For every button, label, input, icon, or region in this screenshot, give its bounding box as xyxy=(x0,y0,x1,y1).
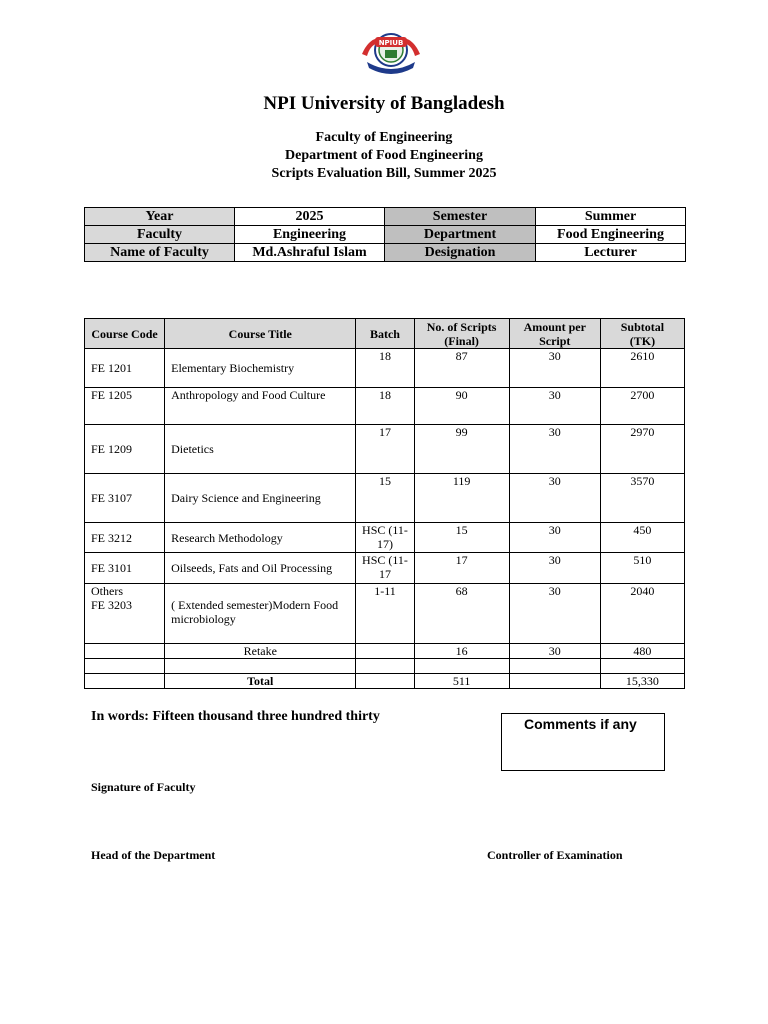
retake-code xyxy=(85,644,165,659)
comments-box xyxy=(501,713,665,771)
info-label-department: Department xyxy=(385,226,536,244)
course-amount: 30 xyxy=(509,523,600,553)
info-row-faculty xyxy=(85,226,686,244)
course-subtotal: 510 xyxy=(600,553,684,584)
retake-subtotal: 480 xyxy=(600,644,684,659)
course-amount: 30 xyxy=(509,553,600,584)
course-code: FE 1201 xyxy=(85,349,165,388)
total-label: Total xyxy=(165,674,356,689)
bill-header-row xyxy=(85,319,685,349)
info-value-faculty: Engineering xyxy=(235,226,385,244)
total-scripts: 511 xyxy=(414,674,509,689)
head-of-department: Head of the Department xyxy=(91,848,216,862)
amount-in-words: In words: Fifteen thousand three hundred thirty xyxy=(91,709,380,724)
course-batch: 17 xyxy=(356,425,414,474)
course-batch: 18 xyxy=(356,388,414,425)
retake-scripts: 16 xyxy=(414,644,509,659)
table-row xyxy=(85,474,685,523)
retake-row xyxy=(85,644,685,659)
faculty-line: Faculty of Engineering xyxy=(315,130,453,145)
course-title: Dairy Science and Engineering xyxy=(165,474,356,523)
course-batch: HSC (11-17 xyxy=(356,553,414,584)
course-title: Research Methodology xyxy=(165,523,356,553)
table-row xyxy=(85,584,685,644)
info-value-semester: Summer xyxy=(536,208,686,226)
retake-batch xyxy=(356,644,414,659)
info-value-department: Food Engineering xyxy=(536,226,686,244)
controller-of-examination: Controller of Examination xyxy=(487,848,623,862)
info-label-designation: Designation xyxy=(385,244,536,262)
info-label-faculty: Faculty xyxy=(85,226,235,244)
info-value-designation: Lecturer xyxy=(536,244,686,262)
course-code: FE 3107 xyxy=(85,474,165,523)
course-amount: 30 xyxy=(509,349,600,388)
course-code-line1: Others xyxy=(91,584,123,598)
header-scripts: No. of Scripts (Final) xyxy=(414,319,509,349)
info-label-name: Name of Faculty xyxy=(85,244,235,262)
course-scripts: 90 xyxy=(414,388,509,425)
department-line: Department of Food Engineering xyxy=(285,148,483,163)
retake-amount: 30 xyxy=(509,644,600,659)
course-subtotal: 2610 xyxy=(600,349,684,388)
course-batch: 18 xyxy=(356,349,414,388)
info-row-year xyxy=(85,208,686,226)
header-subtotal: Subtotal (TK) xyxy=(600,319,684,349)
bill-title: Scripts Evaluation Bill, Summer 2025 xyxy=(271,166,497,181)
course-scripts: 87 xyxy=(414,349,509,388)
course-code: FE 1205 xyxy=(85,388,165,425)
logo-text: NPIUB xyxy=(378,39,404,47)
course-title-text: ( Extended semester)Modern Food microbiology xyxy=(171,598,339,626)
course-amount: 30 xyxy=(509,425,600,474)
comments-label: Comments if any xyxy=(524,716,637,732)
table-row xyxy=(85,349,685,388)
header-course-title: Course Title xyxy=(165,319,356,349)
course-code-line2: FE 3203 xyxy=(91,598,133,612)
course-title: Elementary Biochemistry xyxy=(165,349,356,388)
info-label-semester: Semester xyxy=(385,208,536,226)
course-batch: HSC (11-17) xyxy=(356,523,414,553)
course-scripts: 17 xyxy=(414,553,509,584)
university-title: NPI University of Bangladesh xyxy=(263,93,505,114)
course-title: Oilseeds, Fats and Oil Processing xyxy=(165,553,356,584)
course-subtotal: 3570 xyxy=(600,474,684,523)
course-scripts: 99 xyxy=(414,425,509,474)
course-title: Anthropology and Food Culture xyxy=(165,388,356,425)
course-scripts: 68 xyxy=(414,584,509,644)
course-scripts: 119 xyxy=(414,474,509,523)
course-subtotal: 2040 xyxy=(600,584,684,644)
table-row xyxy=(85,523,685,553)
header-batch: Batch xyxy=(356,319,414,349)
signature-faculty: Signature of Faculty xyxy=(91,780,196,794)
header-course-code: Course Code xyxy=(85,319,165,349)
info-label-year: Year xyxy=(85,208,235,226)
table-row xyxy=(85,425,685,474)
table-row xyxy=(85,553,685,584)
retake-label: Retake xyxy=(165,644,356,659)
course-subtotal: 2970 xyxy=(600,425,684,474)
course-scripts: 15 xyxy=(414,523,509,553)
course-subtotal: 450 xyxy=(600,523,684,553)
course-code: FE 3101 xyxy=(85,553,165,584)
course-batch: 1-11 xyxy=(356,584,414,644)
info-value-name: Md.Ashraful Islam xyxy=(235,244,385,262)
empty-row xyxy=(85,659,685,674)
course-amount: 30 xyxy=(509,584,600,644)
course-code xyxy=(85,584,165,644)
bill-table xyxy=(84,318,685,689)
table-row xyxy=(85,388,685,425)
university-logo xyxy=(358,28,424,78)
course-subtotal: 2700 xyxy=(600,388,684,425)
info-row-name xyxy=(85,244,686,262)
course-amount: 30 xyxy=(509,388,600,425)
course-code: FE 1209 xyxy=(85,425,165,474)
info-value-year: 2025 xyxy=(235,208,385,226)
total-subtotal: 15,330 xyxy=(600,674,684,689)
course-batch: 15 xyxy=(356,474,414,523)
header-amount: Amount per Script xyxy=(509,319,600,349)
course-title xyxy=(165,584,356,644)
info-table xyxy=(84,207,686,262)
course-code: FE 3212 xyxy=(85,523,165,553)
total-row xyxy=(85,674,685,689)
course-title: Dietetics xyxy=(165,425,356,474)
course-amount: 30 xyxy=(509,474,600,523)
